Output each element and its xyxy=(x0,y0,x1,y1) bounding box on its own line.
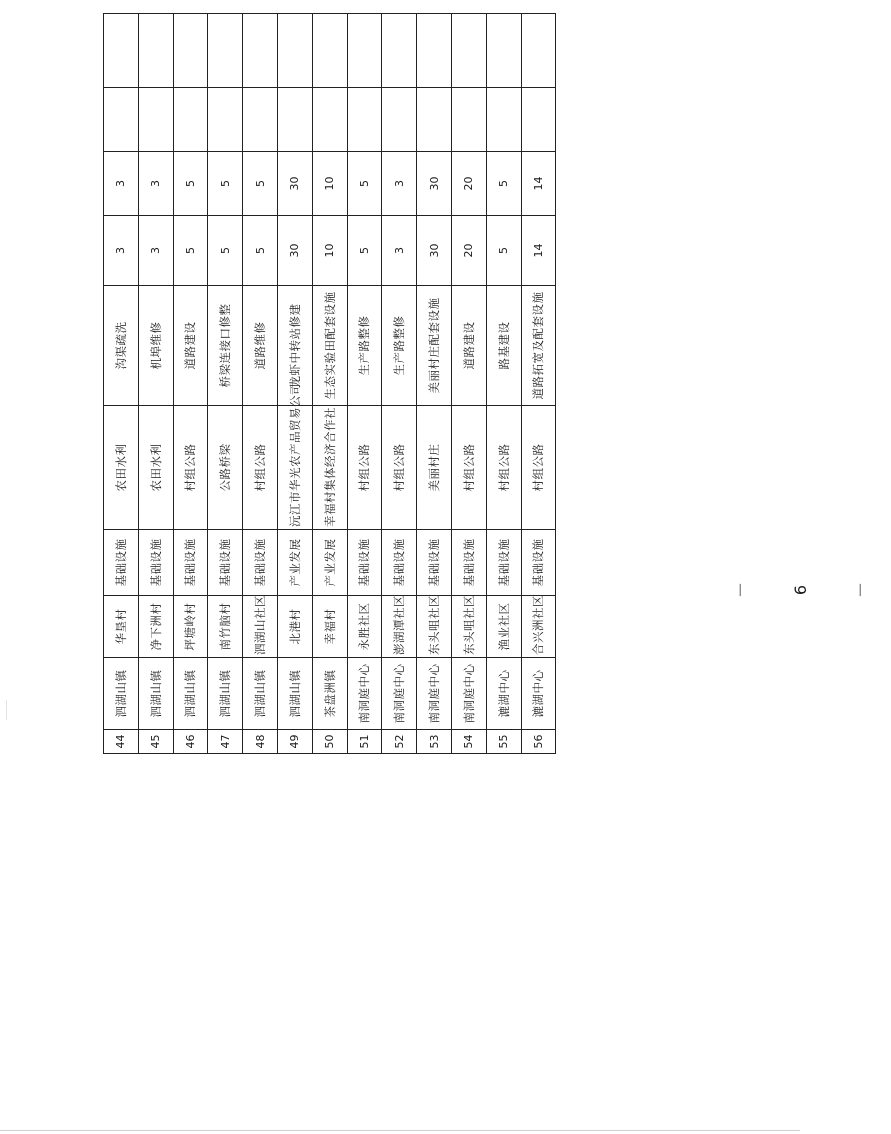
other-funds-cell xyxy=(486,88,521,152)
remark-cell xyxy=(243,14,278,88)
project-type-cell: 幸福村集体经济合作社 xyxy=(312,406,347,530)
table-row xyxy=(243,14,278,754)
village-cell: 华垦村 xyxy=(104,596,139,658)
row-number: 45 xyxy=(138,730,173,754)
row-number: 44 xyxy=(104,730,139,754)
total-funds-cell: 30 xyxy=(277,216,312,286)
category-cell: 基础设施 xyxy=(382,530,417,596)
table-body xyxy=(104,14,556,754)
table-row xyxy=(138,14,173,754)
central-funds-cell: 20 xyxy=(451,152,486,216)
village-cell: 净下洲村 xyxy=(138,596,173,658)
table-row xyxy=(451,14,486,754)
project-content-cell: 龙虾中转站修建 xyxy=(277,286,312,406)
remark-cell xyxy=(277,14,312,88)
row-number: 53 xyxy=(417,730,452,754)
other-funds-cell xyxy=(312,88,347,152)
category-cell: 基础设施 xyxy=(173,530,208,596)
row-number: 49 xyxy=(277,730,312,754)
village-cell: 合兴洲社区 xyxy=(521,596,556,658)
total-funds-cell: 10 xyxy=(312,216,347,286)
project-type-cell: 村组公路 xyxy=(347,406,382,530)
town-cell: 泗湖山镇 xyxy=(208,658,243,730)
total-funds-cell: 30 xyxy=(417,216,452,286)
project-type-cell: 村组公路 xyxy=(521,406,556,530)
total-funds-cell: 14 xyxy=(521,216,556,286)
project-content-cell: 生产路整修 xyxy=(347,286,382,406)
town-cell: 南洞庭中心 xyxy=(417,658,452,730)
total-funds-cell: 3 xyxy=(382,216,417,286)
other-funds-cell xyxy=(243,88,278,152)
other-funds-cell xyxy=(382,88,417,152)
project-type-cell: 美丽村庄 xyxy=(417,406,452,530)
page-number: － 6 － xyxy=(731,582,870,599)
row-number: 54 xyxy=(451,730,486,754)
project-type-cell: 农田水利 xyxy=(104,406,139,530)
project-content-cell: 道路建设 xyxy=(173,286,208,406)
project-type-cell: 公路桥梁 xyxy=(208,406,243,530)
project-content-cell: 生产路整修 xyxy=(382,286,417,406)
project-type-cell: 村组公路 xyxy=(486,406,521,530)
town-cell: 泗湖山镇 xyxy=(173,658,208,730)
category-cell: 基础设施 xyxy=(138,530,173,596)
town-cell: 南洞庭中心 xyxy=(347,658,382,730)
other-funds-cell xyxy=(347,88,382,152)
other-funds-cell xyxy=(277,88,312,152)
central-funds-cell: 5 xyxy=(243,152,278,216)
total-funds-cell: 5 xyxy=(486,216,521,286)
total-funds-cell: 5 xyxy=(347,216,382,286)
category-cell: 基础设施 xyxy=(417,530,452,596)
table-row xyxy=(382,14,417,754)
other-funds-cell xyxy=(521,88,556,152)
remark-cell xyxy=(312,14,347,88)
total-funds-cell: 5 xyxy=(173,216,208,286)
project-type-cell: 村组公路 xyxy=(382,406,417,530)
central-funds-cell: 5 xyxy=(208,152,243,216)
project-content-cell: 美丽村庄配套设施 xyxy=(417,286,452,406)
category-cell: 基础设施 xyxy=(521,530,556,596)
table-row xyxy=(104,14,139,754)
project-type-cell: 村组公路 xyxy=(173,406,208,530)
village-cell: 东头咀社区 xyxy=(451,596,486,658)
village-cell: 东头咀社区 xyxy=(417,596,452,658)
other-funds-cell xyxy=(417,88,452,152)
category-cell: 基础设施 xyxy=(104,530,139,596)
total-funds-cell: 5 xyxy=(243,216,278,286)
project-content-cell: 道路建设 xyxy=(451,286,486,406)
row-number: 52 xyxy=(382,730,417,754)
scan-margin-mark xyxy=(6,700,7,720)
fund-allocation-table xyxy=(103,13,556,754)
other-funds-cell xyxy=(104,88,139,152)
project-type-cell: 村组公路 xyxy=(451,406,486,530)
other-funds-cell xyxy=(173,88,208,152)
central-funds-cell: 3 xyxy=(382,152,417,216)
village-cell: 渔业社区 xyxy=(486,596,521,658)
category-cell: 基础设施 xyxy=(486,530,521,596)
central-funds-cell: 5 xyxy=(347,152,382,216)
village-cell: 坪塘岭村 xyxy=(173,596,208,658)
remark-cell xyxy=(382,14,417,88)
project-content-cell: 桥梁连接口修整 xyxy=(208,286,243,406)
total-funds-cell: 3 xyxy=(138,216,173,286)
central-funds-cell: 5 xyxy=(486,152,521,216)
row-number: 50 xyxy=(312,730,347,754)
remark-cell xyxy=(104,14,139,88)
row-number: 56 xyxy=(521,730,556,754)
remark-cell xyxy=(138,14,173,88)
category-cell: 基础设施 xyxy=(451,530,486,596)
central-funds-cell: 10 xyxy=(312,152,347,216)
table-row xyxy=(173,14,208,754)
total-funds-cell: 3 xyxy=(104,216,139,286)
project-content-cell: 沟渠疏洗 xyxy=(104,286,139,406)
project-type-cell: 农田水利 xyxy=(138,406,173,530)
project-type-cell: 村组公路 xyxy=(243,406,278,530)
table-row xyxy=(417,14,452,754)
project-content-cell: 道路维修 xyxy=(243,286,278,406)
project-content-cell: 生态实验田配套设施 xyxy=(312,286,347,406)
village-cell: 南竹脑村 xyxy=(208,596,243,658)
town-cell: 南洞庭中心 xyxy=(451,658,486,730)
table-row xyxy=(277,14,312,754)
central-funds-cell: 5 xyxy=(173,152,208,216)
remark-cell xyxy=(417,14,452,88)
table-row xyxy=(486,14,521,754)
project-content-cell: 道路拓宽及配套设施 xyxy=(521,286,556,406)
village-cell: 澎湖潭社区 xyxy=(382,596,417,658)
total-funds-cell: 20 xyxy=(451,216,486,286)
table-row xyxy=(521,14,556,754)
remark-cell xyxy=(208,14,243,88)
town-cell: 泗湖山镇 xyxy=(243,658,278,730)
project-content-cell: 路基建设 xyxy=(486,286,521,406)
town-cell: 泗湖山镇 xyxy=(277,658,312,730)
central-funds-cell: 3 xyxy=(138,152,173,216)
category-cell: 产业发展 xyxy=(277,530,312,596)
central-funds-cell: 30 xyxy=(417,152,452,216)
remark-cell xyxy=(173,14,208,88)
central-funds-cell: 14 xyxy=(521,152,556,216)
remark-cell xyxy=(521,14,556,88)
bottom-rule xyxy=(0,1130,800,1131)
table-row xyxy=(312,14,347,754)
village-cell: 北港村 xyxy=(277,596,312,658)
other-funds-cell xyxy=(208,88,243,152)
fund-allocation-table-wrapper xyxy=(103,98,552,754)
project-type-cell: 沅江市华光农产品贸易公司 xyxy=(277,406,312,530)
remark-cell xyxy=(451,14,486,88)
central-funds-cell: 3 xyxy=(104,152,139,216)
town-cell: 南洞庭中心 xyxy=(382,658,417,730)
town-cell: 泗湖山镇 xyxy=(104,658,139,730)
row-number: 48 xyxy=(243,730,278,754)
town-cell: 漉湖中心 xyxy=(521,658,556,730)
other-funds-cell xyxy=(451,88,486,152)
category-cell: 产业发展 xyxy=(312,530,347,596)
row-number: 55 xyxy=(486,730,521,754)
central-funds-cell: 30 xyxy=(277,152,312,216)
village-cell: 泗湖山社区 xyxy=(243,596,278,658)
row-number: 47 xyxy=(208,730,243,754)
row-number: 51 xyxy=(347,730,382,754)
row-number: 46 xyxy=(173,730,208,754)
town-cell: 茶盘洲镇 xyxy=(312,658,347,730)
remark-cell xyxy=(486,14,521,88)
village-cell: 幸福村 xyxy=(312,596,347,658)
table-row xyxy=(208,14,243,754)
table-row xyxy=(347,14,382,754)
other-funds-cell xyxy=(138,88,173,152)
village-cell: 永胜社区 xyxy=(347,596,382,658)
category-cell: 基础设施 xyxy=(347,530,382,596)
project-content-cell: 机埠维修 xyxy=(138,286,173,406)
total-funds-cell: 5 xyxy=(208,216,243,286)
category-cell: 基础设施 xyxy=(208,530,243,596)
category-cell: 基础设施 xyxy=(243,530,278,596)
town-cell: 漉湖中心 xyxy=(486,658,521,730)
town-cell: 泗湖山镇 xyxy=(138,658,173,730)
remark-cell xyxy=(347,14,382,88)
